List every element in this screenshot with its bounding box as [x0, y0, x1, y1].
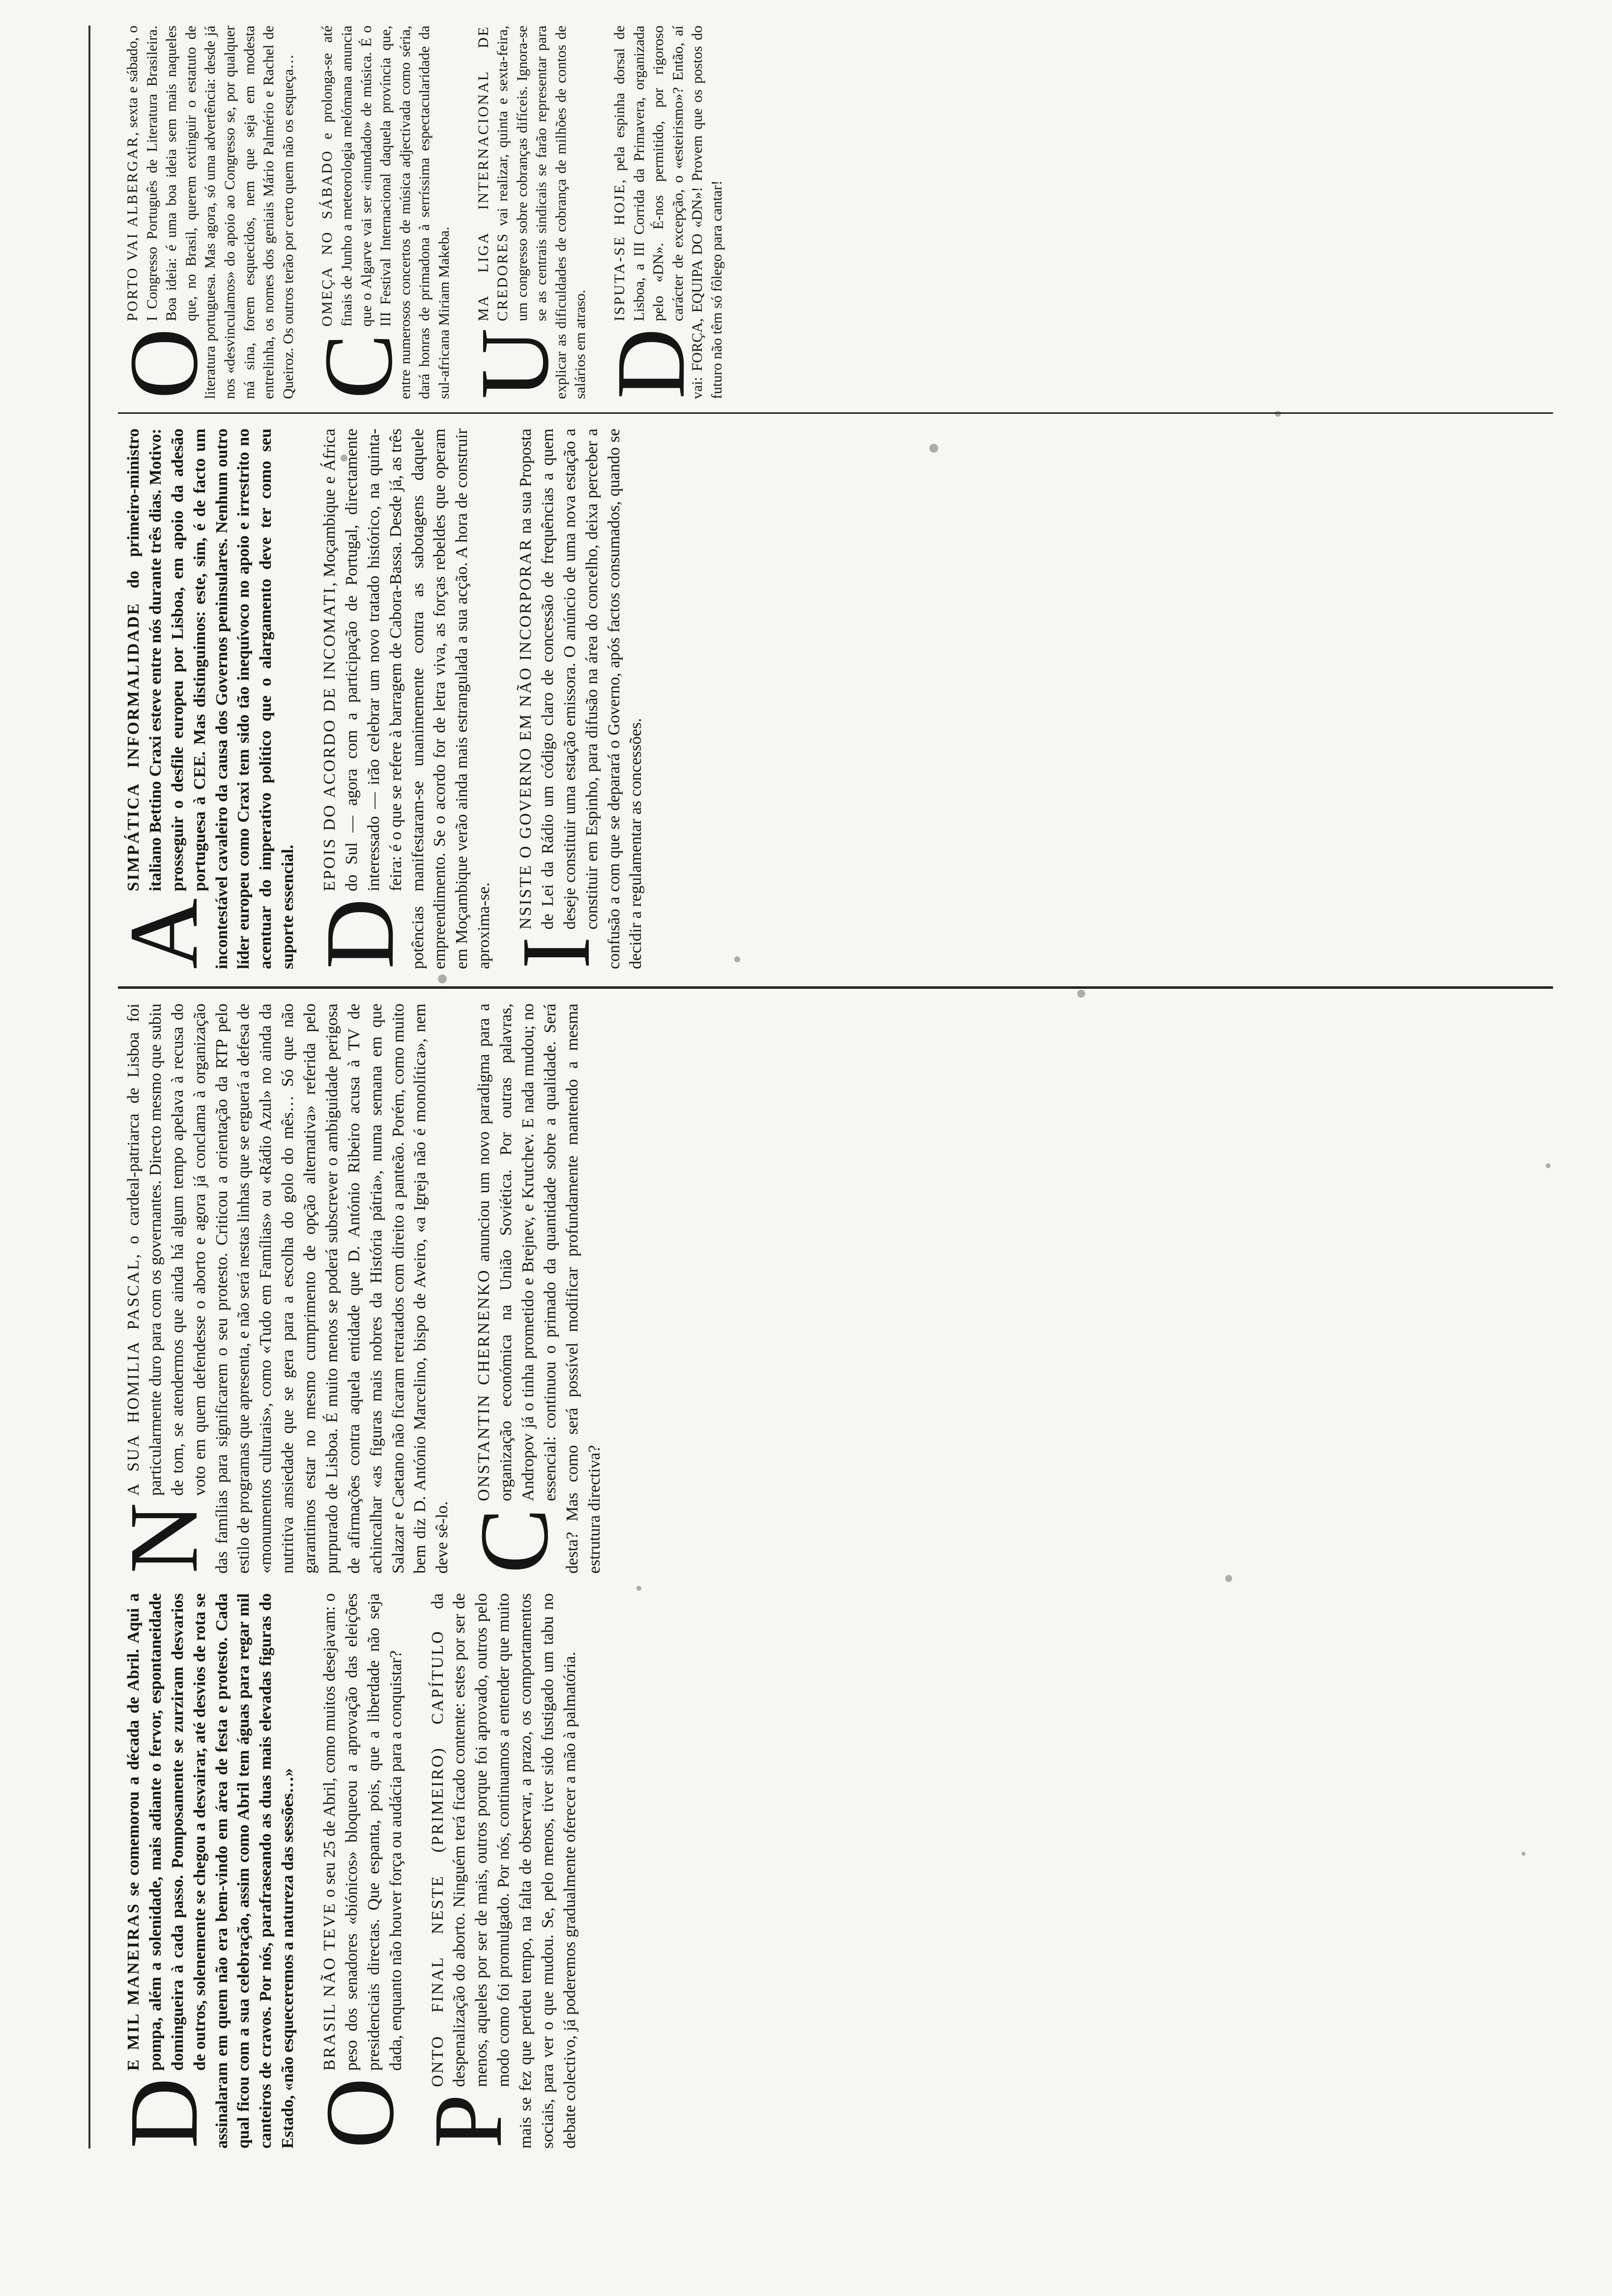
article-lead: ISPUTA-SE HOJE [611, 183, 628, 321]
drop-cap: C [460, 1508, 569, 1574]
drop-cap: P [413, 2094, 522, 2149]
article-liga-credores [460, 26, 591, 399]
drop-cap: O [306, 2077, 414, 2149]
article-lead: OMEÇA NO SÁBADO [319, 149, 336, 327]
drop-cap: U [460, 328, 569, 399]
drop-cap: O [110, 328, 218, 399]
article-body: do primeiro-ministro italiano Bettino Craxi esteve entre nós durante três dias. Motivo: prosseguir o desfile europeu por Lisboa, em apoio da adesão portuguesa à CEE. Mas distinguimos: este, sim, é de facto um incontestável cavaleiro da causa dos Governos peninsulares. Nenhum outro líder europeu como Craxi tem sido tão inequívoco no apoio e irrestrito no acentuar do imperativo político que o alargamento deve ter como seu suporte essencial. [124, 428, 297, 969]
article-craxi [110, 428, 299, 969]
drop-cap: A [110, 898, 218, 969]
drop-cap: D [110, 2077, 218, 2149]
column-1 [110, 1593, 1548, 2149]
article-body: da despenalização do aborto. Ninguém terá ficado contente: estes por ser de menos, aqueles por ser de mais, outros porque foi aprovado, outros pelo modo como foi promulgado. Por nós, continuamos a entender que muito mais se fez que perdeu tempo, na falta de observar, a prazo, os comportamentos sociais, para ver o que mudou. Se, pelo menos, tiver sido fustigado um tabu no debate colectivo, já poderemos gradualmente oferecer a mão à palmatória. [428, 1593, 579, 2149]
article-body: se comemorou a década de Abril. Aqui a pompa, além a solenidade, mais adiante o fervor, espontaneidade domingueira à cada passo. Pomposamente se zurziram desvarios de outros, solenemente se chegou a desvairar, até desvios de rota se assinalaram em quem não era bem-vindo em área de festa e protesto. Cada qual ficou com a sua celebração, assim como Abril tem águas para regar mil canteiros de cravos. Por nós, parafraseando as duas mais elevadas figuras do Estado, «não esqueceremos a natureza das sessões…» [124, 1593, 297, 2149]
article-body: o seu 25 de Abril, como muitos desejavam: o peso dos senadores «biónicos» bloqueou a aprovação das eleições presidenciais directas. Que espanta, pois, que a liberdade não seja dada, enquanto não houver força ou audácia para a conquistar? [320, 1593, 405, 2071]
article-lead: PORTO VAI ALBERGAR [124, 136, 141, 321]
article-body: na sua Proposta de Lei da Rádio um código claro de concessão de frequências a quem deseje constituir uma estação emissora. O anúncio de uma nova estação a constituir em Espinho, para difusão na área do concelho, deixa perceber a confusão a com que se deparará o Governo, após factos consumados, quando se decidir a regulamentar as concessões. [517, 429, 645, 969]
article-incomati [306, 429, 495, 969]
top-rule [88, 26, 90, 2149]
article-lead: MA LIGA INTERNACIONAL DE CREDORES [475, 26, 511, 321]
column-rule [118, 986, 1553, 989]
article-body: vai realizar, quinta e sexta-feira, um congresso sobre cobranças difíceis. Ignora-se se as centrais sindicais se farão representar para explicar as dificuldades de cobrança de milhões de contos de salários em atraso. [494, 26, 589, 399]
article-lead: ONSTANTIN CHERNENKO [475, 1268, 493, 1501]
column-4 [110, 25, 1548, 399]
column-2 [110, 1004, 1548, 1574]
article-lead: BRASIL NÃO TEVE [320, 1902, 339, 2071]
article-ponto-final [413, 1593, 581, 2149]
article-lead: EPOIS DO ACORDO DE INCOMATI [320, 586, 339, 891]
article-lead: E MIL MANEIRAS [124, 1902, 143, 2071]
drop-cap: D [597, 328, 706, 399]
article-algarve [304, 25, 454, 399]
article-lead: ONTO FINAL NESTE (PRIMEIRO) CAPÍTULO [428, 1630, 447, 2087]
article-mil-maneiras [110, 1593, 299, 2149]
article-body: , o cardeal-patriarca de Lisboa foi particularmente duro para com os governantes. Directo mesmo que subiu de tom, se atendermos que ainda há algum tempo apelava à recusa do voto em quem defendesse o aborto e agora já conclama à organização das famílias para significarem o seu protesto. Criticou a orientação da RTP pelo estilo de programas que apresenta, e não será nestas linhas que se erguerá a defesa de «monumentos culturais», como «Tudo em Famílias» ou «Rádio Azul» no ainda da nutritiva ansiedade que se gera para a escolha do golo do mês… Só que não garantimos estar no mesmo cumprimento de opção alternativa» referida pelo purpurado de Lisboa. É muito menos se poderá subscrever o ambiguidade perigosa de afirmações contra aquela entidade que D. António Ribeiro acusa à TV de achincalhar «as figuras mais nobres da História pátria», numa semana em que Salazar e Caetano não ficaram retratados com direito a panteão. Porém, como muito bem diz D. António Marcelino, bispo de Aveiro, «a Igreja não é monolítica», nem deve sê-lo. [124, 1004, 452, 1574]
drop-cap: C [304, 333, 413, 399]
article-homilia-pascal [110, 1004, 454, 1574]
article-corrida [597, 26, 727, 399]
article-body: , Moçambique e África do Sul — agora com a participação de Portugal, directamente interessado — irão celebrar um novo tratado histórico, na quinta-feira: é o que se refere à barragem de Cabora-Bassa. Desde já, as três potências manifestaram-se unanimemente contra as sabotagens daquele empreendimento. Se o acordo for de letra viva, as forças rebeldes que operam em Moçambique verão ainda mais estrangulada a sua acção. A hora de construir aproxima-se. [320, 429, 493, 969]
drop-cap: N [110, 1502, 218, 1574]
article-body: anunciou um novo paradigma para a organização económica na União Soviética. Por outras palavras, Andropov já o tinha prometido e Brejnev, e Krutchev. E nada mudou; no essencial: continuou o primado da quantidade sobre a qualidade. Será desta? Mas como será possível modificar profundamente mantendo a mesma estrutura directiva? [475, 1004, 604, 1574]
drop-cap: D [306, 898, 414, 969]
article-chernenko [460, 1004, 605, 1574]
article-body: e prolonga-se até finais de Junho a meteorologia melómana anuncia que o Algarve vai ser «inundado» de música. É o III Festival Internacional daquela província que, entre numerosos concertos de música adjectivada como séria, dará honras de primadona à serríssima espectacularidade da sul-africana Miriam Makeba. [319, 25, 452, 399]
drop-cap: I [502, 936, 610, 969]
article-lead: SIMPÁTICA INFORMALIDADE [124, 602, 143, 891]
article-lead: A SUA HOMILIA PASCAL [124, 1258, 143, 1496]
article-body: , pela espinha dorsal de Lisboa, a III Corrida da Primavera, organizada pelo «DN». É-nos permitido, por rigoroso carácter de excepção, o «esteirismo»? Então, aí vai: FORÇA, EQUIPA DO «DN»! Provem que os postos do futuro não têm só fôlego para cantar! [611, 26, 725, 399]
column-3 [110, 428, 1548, 969]
article-brasil [306, 1593, 414, 2149]
article-porto-alberga [110, 25, 298, 399]
article-radio [502, 429, 647, 969]
article-lead: NSISTE O GOVERNO EM NÃO INCORPORAR [517, 538, 535, 930]
column-rule [118, 412, 1553, 414]
article-body: , sexta e sábado, o I Congresso Português de Literatura Brasileira. Boa ideia: é uma boa ideia sem mais naqueles que, no Brasil, querem extinguir o estatuto de literatura portuguesa. Mas agora, só uma advertência: desde já nos «desvinculamos» do apoio ao Congresso se, por qualquer má sina, forem esquecidos, nem que seja em modesta entrelinha, os nomes dos geniais Mário Palmério e Rachel de Queiroz. Os outros terão por certo quem não os esqueça… [124, 25, 296, 399]
